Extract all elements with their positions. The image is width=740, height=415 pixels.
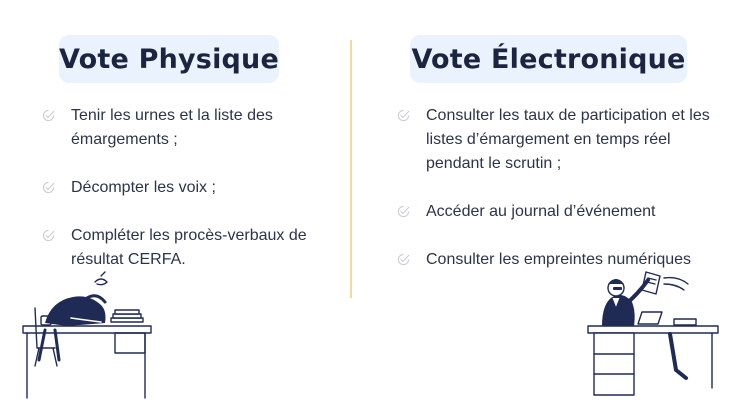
list-item [42, 176, 342, 200]
check-icon [397, 205, 410, 218]
list-item-text: Consulter les taux de participation et les listes d’émargement en temps réel pendant le scrutin ; [426, 107, 710, 172]
tired-person-illustration [15, 268, 160, 403]
list-item-text: Décompter les voix ; [71, 179, 216, 196]
electronic-vote-list [397, 104, 717, 272]
list-item [42, 104, 342, 152]
list-item [42, 224, 342, 272]
list-item-text: Consulter les empreintes numériques [426, 251, 692, 268]
check-icon [42, 229, 55, 242]
column-divider [350, 40, 352, 298]
physical-vote-list [42, 104, 342, 272]
relaxed-person-illustration [580, 268, 725, 398]
list-item-text: Tenir les urnes et la liste des émargements ; [71, 107, 273, 148]
check-icon [42, 181, 55, 194]
list-item-text: Compléter les procès-verbaux de résultat CERFA. [71, 227, 307, 268]
list-item [397, 200, 717, 224]
check-icon [42, 109, 55, 122]
list-item [397, 104, 717, 176]
list-item-text: Accéder au journal d’événement [426, 203, 656, 220]
electronic-vote-title: Vote Électronique [410, 35, 687, 83]
check-icon [397, 109, 410, 122]
physical-vote-title: Vote Physique [59, 35, 279, 83]
check-icon [397, 253, 410, 266]
